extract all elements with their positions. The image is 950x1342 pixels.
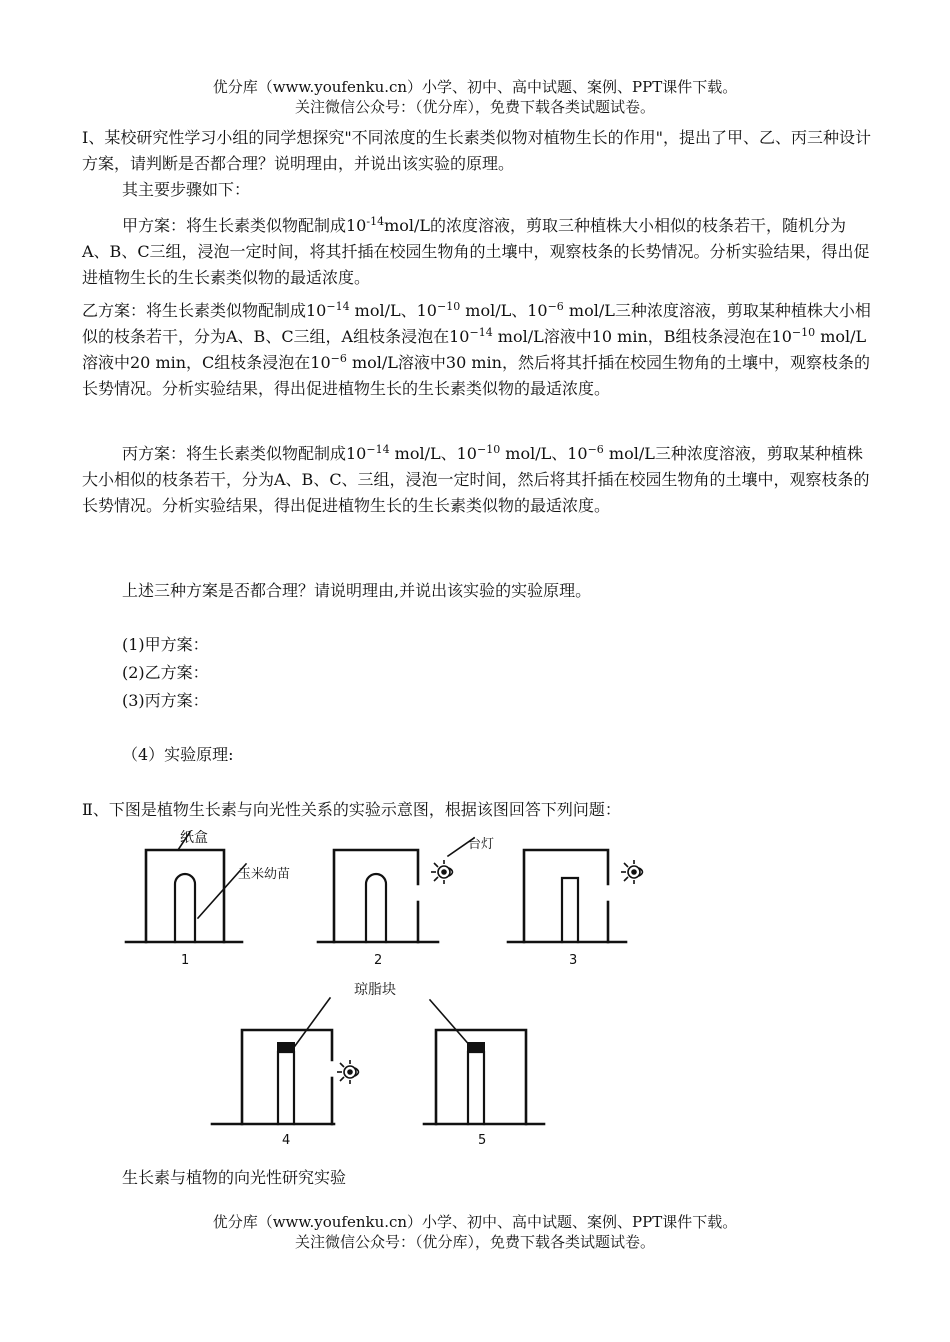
figure-number-1: 1 [181,953,190,968]
answer-c: (3)丙方案： [122,691,209,710]
part2-intro: Ⅱ、下图是植物生长素与向光性关系的实验示意图，根据该图回答下列问题： [82,800,621,819]
part1-intro: Ⅰ、某校研究性学习小组的同学想探究"不同浓度的生长素类似物对植物生长的作用"，提出了甲、乙、丙三种设计方案，请判断是否都合理？说明理由，并说出该实验的原理。 [82,128,872,173]
experiment-1 [126,832,246,942]
answer-a: (1)甲方案： [122,635,209,654]
label-agar: 琼脂块 [354,982,396,998]
label-lamp: 台灯 [468,837,495,852]
lamp-icon [337,1060,359,1084]
lamp-icon [621,860,643,884]
experiment-3 [508,850,626,942]
agar-block [277,1042,295,1052]
plan-c: 丙方案：将生长素类似物配制成$10^{-14}$ mol/L、$10^{-10}$ mol/L、$10^{-6}$ mol/L三种浓度溶液，剪取某种植株大小相似的枝条若干，分为A、B、C、三组，浸泡一定时间，然后将其扦插在校园生物角的土壤中，观察枝条的长势情况。分析实验结果，得出促进植物生长的生长素类似物的最适浓度。 [82,443,870,515]
label-seedling: 玉米幼苗 [238,867,291,882]
principle: （4）实验原理: [122,745,234,764]
experiment-4 [212,998,334,1124]
question: 上述三种方案是否都合理？请说明理由,并说出该实验的实验原理。 [122,581,592,600]
header-line-1: 优分库（www.youfenku.cn）小学、初中、高中试题、案例、PPT课件下载。 [212,78,738,96]
figure-number-5: 5 [478,1133,487,1148]
figure-number-4: 4 [282,1133,291,1148]
phototropism-figure [118,828,658,1148]
experiment-5 [424,1000,544,1124]
experiment-2 [318,838,474,942]
lamp-icon [431,860,453,884]
plan-a: 甲方案：将生长素类似物配制成$10^{-14}mol/L$的浓度溶液，剪取三种植株大小相似的枝条若干，随机分为A、B、C三组，浸泡一定时间，将其扦插在校园生物角的土壤中，观察枝条的长势情况。分析实验结果，得出促进植物生长的生长素类似物的最适浓度。 [82,215,870,287]
plan-b: 乙方案：将生长素类似物配制成$10^{-14}$ mol/L、$10^{-10}$ mol/L、$10^{-6}$ mol/L三种浓度溶液，剪取某种植株大小相似的枝条若干，分为A、B、C三组，A组枝条浸泡在$10^{-14}$ mol/L溶液中10 min，B组枝条浸泡在$10^{-10}$ mol/L溶液中20 min，C组枝条浸泡在$10^{-6}$ mol/L溶液中30 min，然后将其扦插在校园生物角的土壤中，观察枝条的长势情况。分析实验结果，得出促进植物生长的生长素类似物的最适浓度。 [82,300,871,398]
figure-caption: 生长素与植物的向光性研究实验 [122,1168,347,1187]
footer-line-1: 优分库（www.youfenku.cn）小学、初中、高中试题、案例、PPT课件下载。 [212,1213,738,1231]
label-box: 纸盒 [180,830,208,846]
steps-title: 其主要步骤如下： [122,180,251,199]
header-line-2: 关注微信公众号：（优分库），免费下载各类试题试卷。 [294,98,655,116]
footer-line-2: 关注微信公众号：（优分库），免费下载各类试题试卷。 [294,1233,655,1251]
agar-block [467,1042,485,1052]
answer-b: (2)乙方案： [122,663,209,682]
figure-number-2: 2 [374,953,383,968]
figure-number-3: 3 [569,953,578,968]
